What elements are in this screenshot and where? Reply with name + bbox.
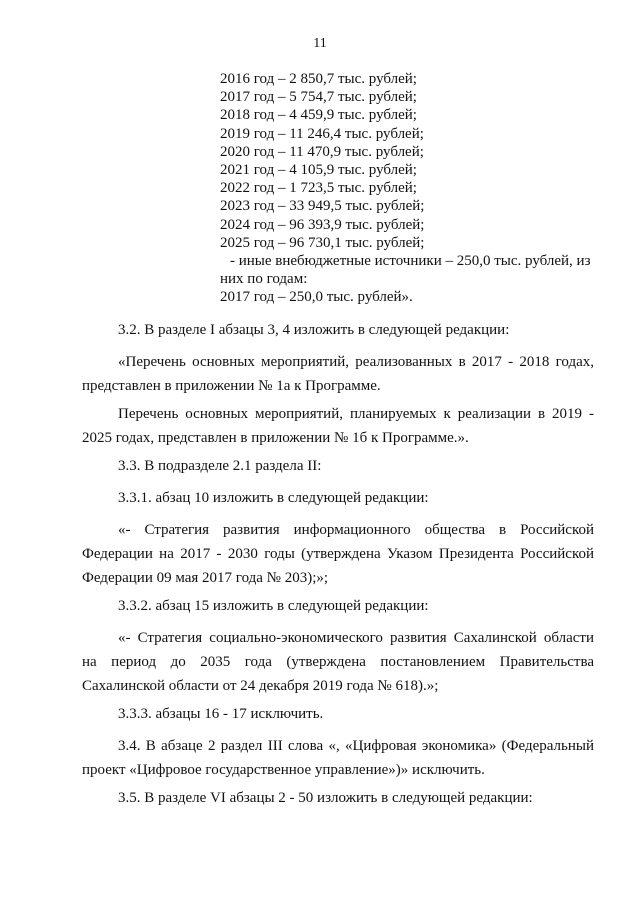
paragraph-3-3-1: 3.3.1. абзац 10 изложить в следующей редакции: — [118, 490, 429, 506]
page-number: 11 — [313, 36, 327, 51]
other-sources-line: - иные внебюджетные источники – 250,0 тыс. рублей, из — [230, 253, 591, 270]
year-line: 2019 год – 11 246,4 тыс. рублей; — [220, 125, 424, 142]
funding-by-year-list — [220, 70, 610, 307]
year-line: 2024 год – 96 393,9 тыс. рублей; — [220, 216, 425, 233]
paragraph-3-4: 3.4. В абзаце 2 раздел III слова «, «Цифровая экономика» (Федеральный проект «Цифровое государственное управление»)» исключить. — [82, 738, 594, 778]
paragraph-strategy-info-society: «- Стратегия развития информационного общества в Российской Федерации на 2017 - 2030 годы (утверждена Указом Президента Российской Федерации 09 мая 2017 года № 203);»; — [82, 522, 594, 586]
paragraph-3-2: 3.2. В разделе I абзацы 3, 4 изложить в следующей редакции: — [118, 322, 510, 338]
year-line: 2022 год – 1 723,5 тыс. рублей; — [220, 180, 417, 197]
year-line: 2023 год – 33 949,5 тыс. рублей; — [220, 198, 425, 215]
year-line: 2016 год – 2 850,7 тыс. рублей; — [220, 71, 417, 87]
body-text — [82, 318, 594, 818]
other-sources-cont-line: них по годам: — [220, 271, 308, 288]
paragraph-strategy-sakhalin: «- Стратегия социально-экономического развития Сахалинской области на период до 2035 года (утверждена постановлением Правительства Сахалинской области от 24 декабря 2019 года № 618).»; — [82, 630, 594, 694]
year-line: 2025 год – 96 730,1 тыс. рублей; — [220, 234, 425, 251]
other-sources-2017-line: 2017 год – 250,0 тыс. рублей». — [220, 289, 413, 306]
paragraph-quote-list-1a: «Перечень основных мероприятий, реализованных в 2017 - 2018 годах, представлен в приложении № 1а к Программе. — [82, 354, 594, 394]
year-line: 2020 год – 11 470,9 тыс. рублей; — [220, 143, 424, 160]
year-line: 2021 год – 4 105,9 тыс. рублей; — [220, 162, 417, 179]
paragraph-3-3-3: 3.3.3. абзацы 16 - 17 исключить. — [118, 706, 324, 722]
paragraph-3-5: 3.5. В разделе VI абзацы 2 - 50 изложить в следующей редакции: — [118, 790, 533, 806]
paragraph-list-1b: Перечень основных мероприятий, планируемых к реализации в 2019 - 2025 годах, представлен в приложении № 1б к Программе.». — [82, 406, 594, 446]
year-line: 2018 год – 4 459,9 тыс. рублей; — [220, 107, 417, 124]
paragraph-3-3: 3.3. В подразделе 2.1 раздела II: — [118, 458, 322, 474]
year-line: 2017 год – 5 754,7 тыс. рублей; — [220, 89, 417, 106]
paragraph-3-3-2: 3.3.2. абзац 15 изложить в следующей редакции: — [118, 598, 429, 614]
